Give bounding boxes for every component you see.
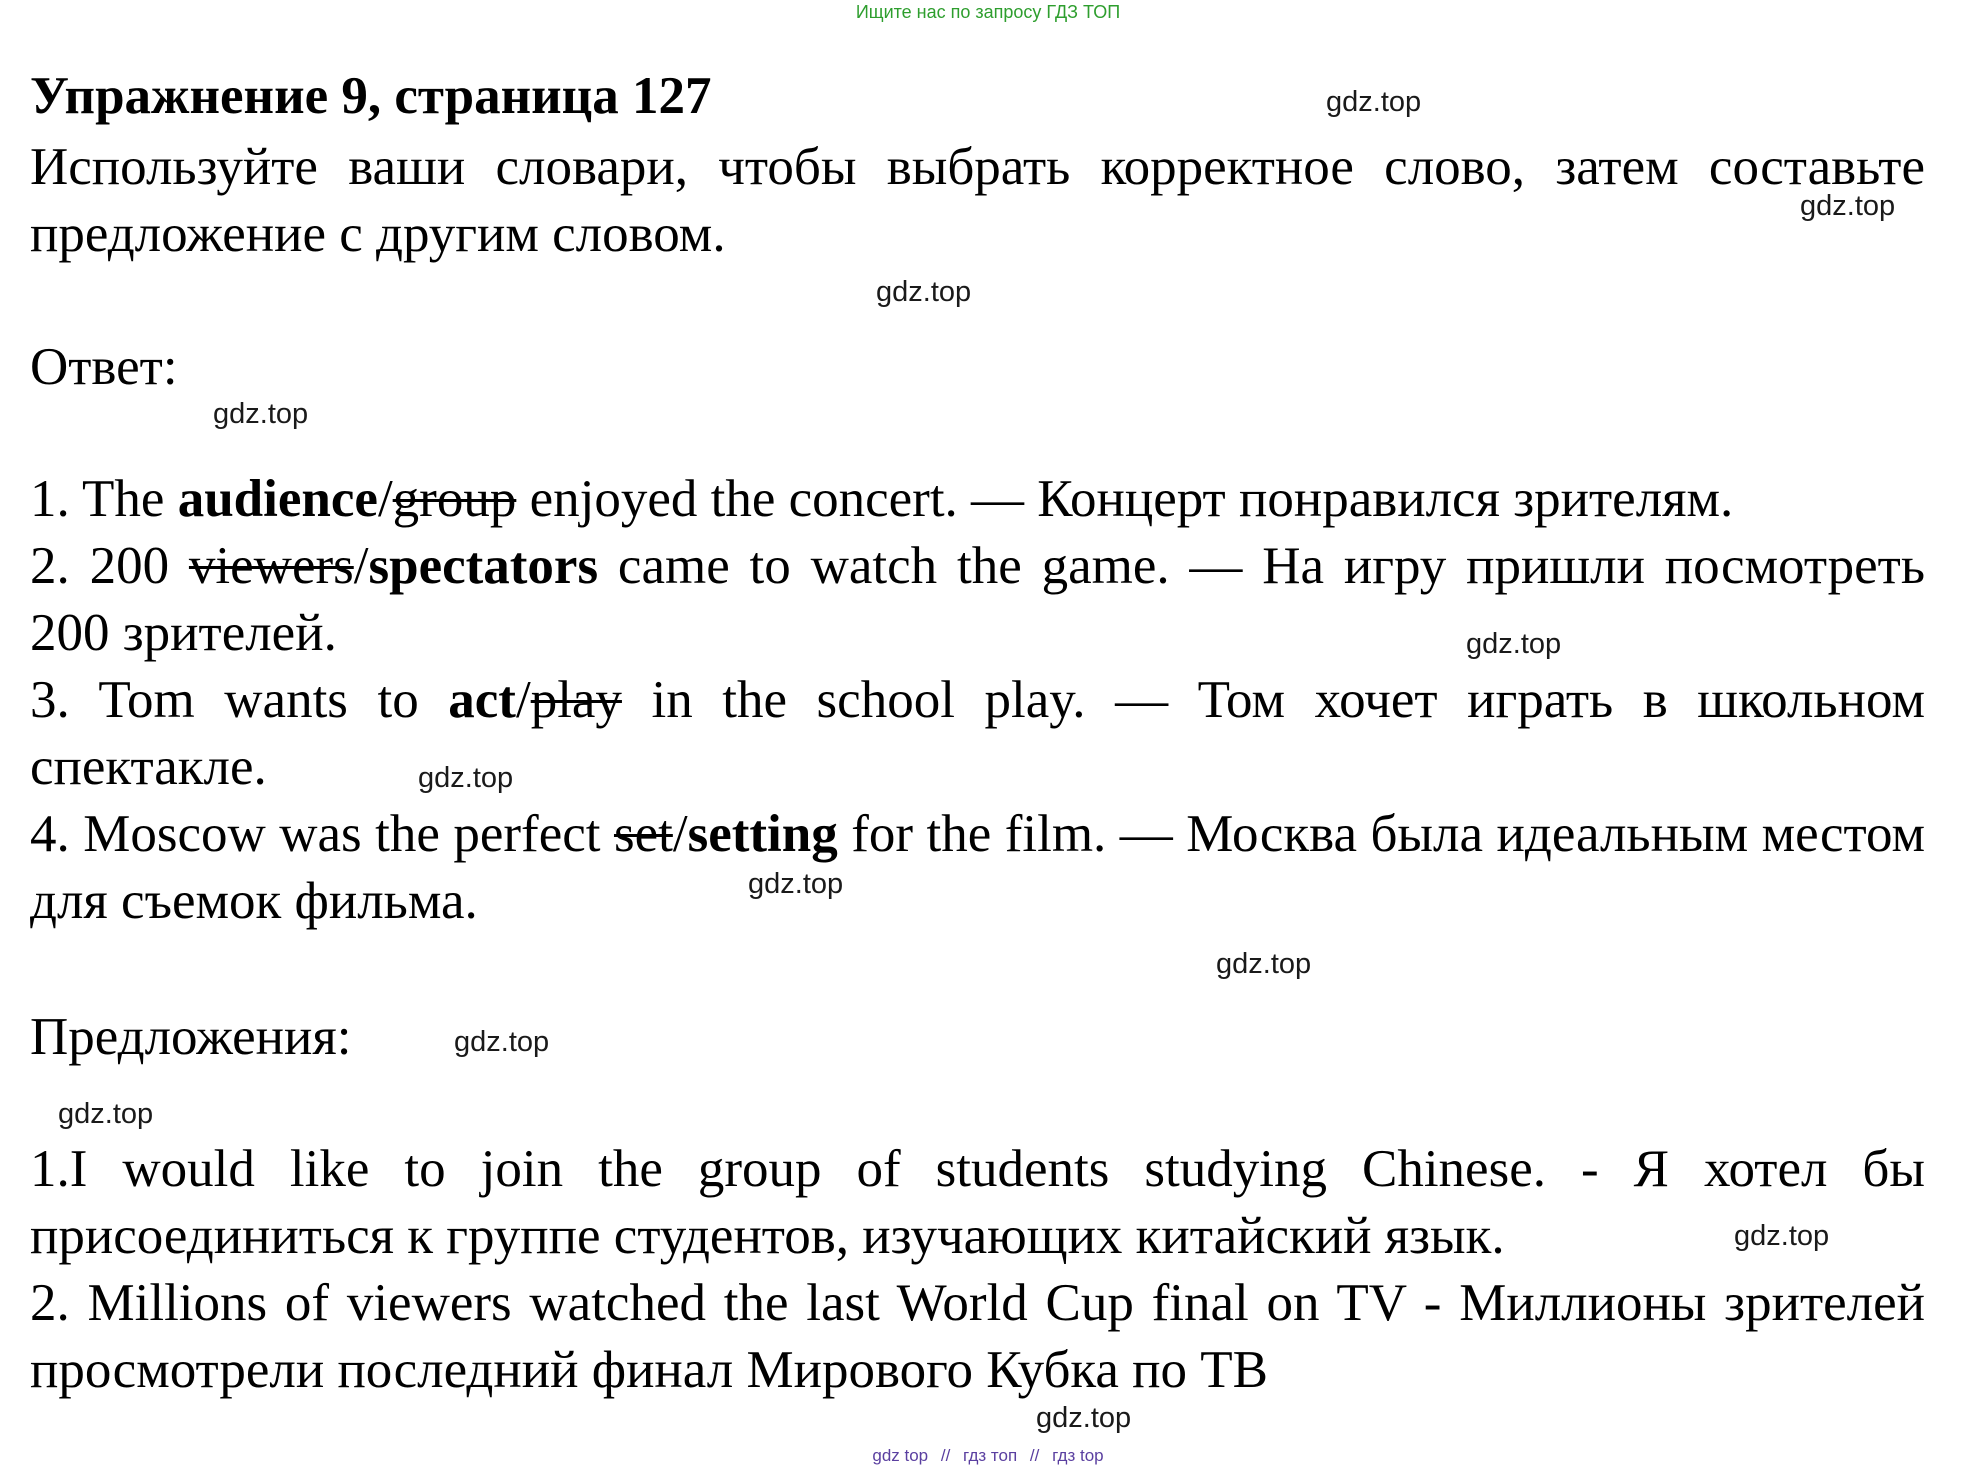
word-separator: / — [377, 470, 393, 528]
crossed-word: viewers — [188, 537, 354, 595]
watermark: gdz.top — [748, 868, 844, 900]
answer-rest: came to watch the game. — На игру пришли посмотреть 200 зрителей. — [30, 537, 1926, 662]
answer-rest: enjoyed the concert. — Концерт понравился зрителям. — [516, 470, 1734, 528]
footer-link[interactable]: gdz top — [872, 1446, 929, 1465]
sentences-label: Предложения: — [30, 1008, 352, 1066]
crossed-word: play — [530, 671, 622, 729]
watermark: gdz.top — [1734, 1220, 1830, 1252]
answer-item — [30, 667, 1925, 801]
top-banner: Ищите нас по запросу ГДЗ ТОП — [855, 2, 1121, 22]
word-separator: / — [515, 671, 531, 729]
footer-separator: // — [1029, 1446, 1040, 1465]
answer-prefix: 4. Moscow was the perfect — [30, 805, 614, 863]
answer-prefix: 2. 200 — [30, 537, 189, 595]
answer-prefix: 1. The — [30, 470, 178, 528]
footer-links — [0, 1446, 1976, 1466]
footer-link[interactable]: гдз top — [1052, 1446, 1104, 1465]
watermark: gdz.top — [1326, 86, 1422, 118]
watermark: gdz.top — [1216, 948, 1312, 980]
watermark: gdz.top — [213, 398, 309, 430]
footer-link[interactable]: гдз топ — [963, 1446, 1018, 1465]
page-title: Упражнение 9, страница 127 — [30, 67, 712, 125]
watermark: gdz.top — [58, 1098, 154, 1130]
correct-word: spectators — [368, 537, 599, 595]
answer-rest: for the film. — Москва была идеальным местом для съемок фильма. — [30, 805, 1925, 930]
answer-item — [30, 533, 1925, 667]
correct-word: audience — [177, 470, 378, 528]
watermark: gdz.top — [876, 276, 972, 308]
correct-word: setting — [687, 805, 838, 863]
answer-list — [30, 466, 1925, 935]
word-separator: / — [672, 805, 688, 863]
watermark: gdz.top — [1036, 1402, 1132, 1434]
watermark: gdz.top — [1800, 190, 1896, 222]
answer-item — [30, 466, 1925, 533]
watermark: gdz.top — [454, 1026, 550, 1058]
task-text: Используйте ваши словари, чтобы выбрать корректное слово, затем составьте предложение с другим словом. — [30, 138, 1925, 263]
answer-item — [30, 801, 1925, 935]
word-separator: / — [353, 537, 369, 595]
footer-separator: // — [940, 1446, 951, 1465]
correct-word: act — [448, 671, 516, 729]
answer-prefix: 3. Tom wants to — [30, 671, 449, 729]
crossed-word: group — [392, 470, 517, 528]
watermark: gdz.top — [418, 762, 514, 794]
crossed-word: set — [613, 805, 673, 863]
answer-rest: in the school play. — Том хочет играть в школьном спектакле. — [30, 671, 1925, 796]
watermark: gdz.top — [1466, 628, 1562, 660]
sentence-item: 1.I would like to join the group of students studying Chinese. - Я хотел бы присоединиться к группе студентов, изучающих китайский язык. — [30, 1140, 1925, 1265]
answer-label: Ответ: — [30, 338, 178, 396]
sentence-item: 2. Millions of viewers watched the last World Cup final on TV - Миллионы зрителей просмотрели последний финал Мирового Кубка по ТВ — [30, 1274, 1925, 1399]
sentence-list — [30, 1136, 1925, 1404]
